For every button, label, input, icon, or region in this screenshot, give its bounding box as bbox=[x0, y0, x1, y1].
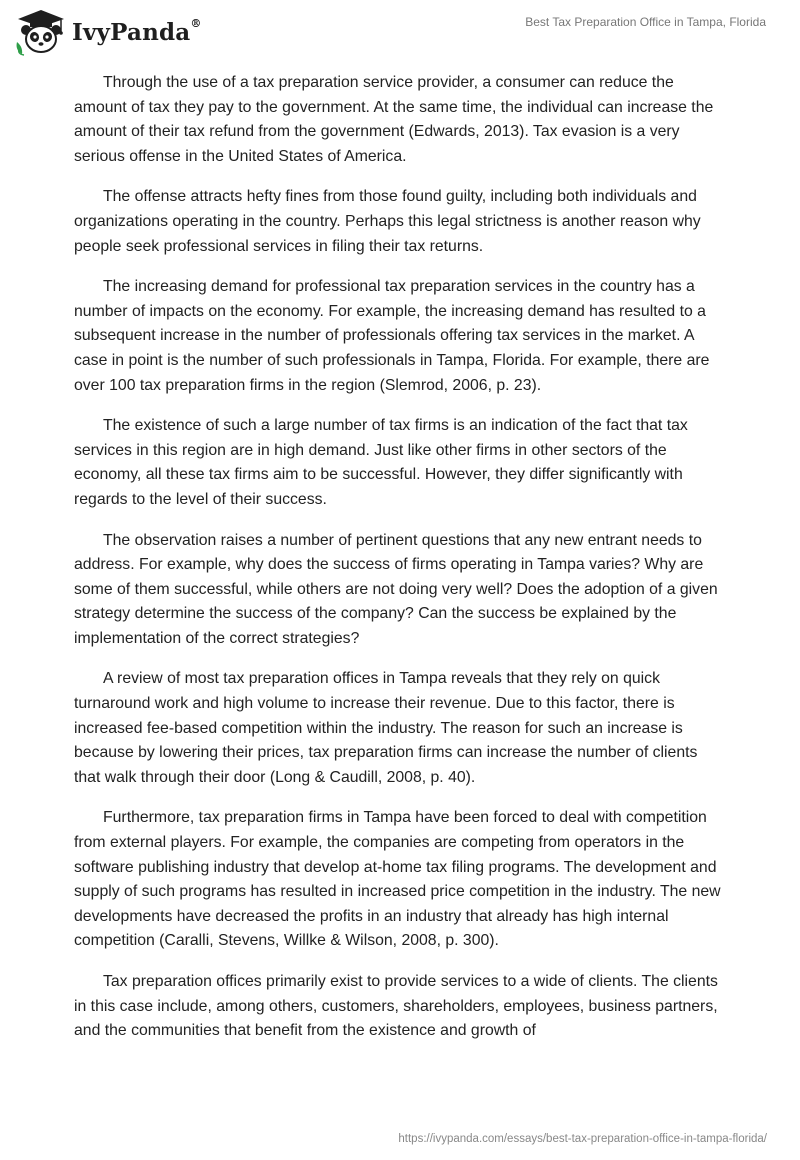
paragraph: Tax preparation offices primarily exist to provide services to a wide of clients. The clients in this case include, among others, customers, shareholders, employees, business partners, and the communities that benefit from the existence and growth of bbox=[74, 973, 718, 1040]
essay-body bbox=[74, 71, 724, 1060]
registered-mark: ® bbox=[190, 16, 202, 30]
logo[interactable] bbox=[14, 8, 202, 56]
paragraph: The existence of such a large number of tax firms is an indication of the fact that tax services in this region are in high demand. Just like other firms in other sectors of the economy, all these tax firms aim to be successful. However, they differ significantly with regards to the level of their success. bbox=[74, 417, 688, 508]
footer-url[interactable]: https://ivypanda.com/essays/best-tax-preparation-office-in-tampa-florida/ bbox=[398, 1133, 767, 1145]
paragraph: Through the use of a tax preparation service provider, a consumer can reduce the amount of tax they pay to the government. At the same time, the individual can increase the amount of their tax refund from the government (Edwards, 2013). Tax evasion is a very serious offense in the United States of America. bbox=[74, 74, 714, 165]
paragraph: Furthermore, tax preparation firms in Tampa have been forced to deal with competition from external players. For example, the companies are competing from operators in the software publishing industry that develop at-home tax filing programs. The development and supply of such programs has resulted in increased price competition in the industry. The new developments have decreased the profits in an industry that already has high internal competition (Caralli, Stevens, Willke & Wilson, 2008, p. 300). bbox=[74, 809, 721, 950]
paragraph: The offense attracts hefty fines from those found guilty, including both individuals and organizations operating in the country. Perhaps this legal strictness is another reason why people seek professional services in filing their tax returns. bbox=[74, 188, 701, 255]
logo-text bbox=[72, 16, 202, 46]
logo-name: IvyPanda bbox=[72, 18, 191, 46]
document-title: Best Tax Preparation Office in Tampa, Florida bbox=[525, 15, 766, 29]
page-header bbox=[0, 0, 800, 60]
paragraph: A review of most tax preparation offices in Tampa reveals that they rely on quick turnaround work and high volume to increase their revenue. Due to this factor, there is increased fee-based competition within the industry. The reason for such an increase is because by lowering their prices, tax preparation firms can increase the number of clients that walk through their door (Long & Caudill, 2008, p. 40). bbox=[74, 670, 698, 786]
panda-graduate-icon bbox=[14, 8, 68, 56]
paragraph: The observation raises a number of pertinent questions that any new entrant needs to address. For example, why does the success of firms operating in Tampa varies? Why are some of them successful, while others are not doing very well? Does the adoption of a given strategy determine the success of the company? Can the success be explained by the implementation of the correct strategies? bbox=[74, 531, 718, 647]
paragraph: The increasing demand for professional tax preparation services in the country has a number of impacts on the economy. For example, the increasing demand has resulted to a subsequent increase in the number of professionals offering tax services in the market. A case in point is the number of such professionals in Tampa, Florida. For example, there are over 100 tax preparation firms in the region (Slemrod, 2006, p. 23). bbox=[74, 278, 710, 394]
